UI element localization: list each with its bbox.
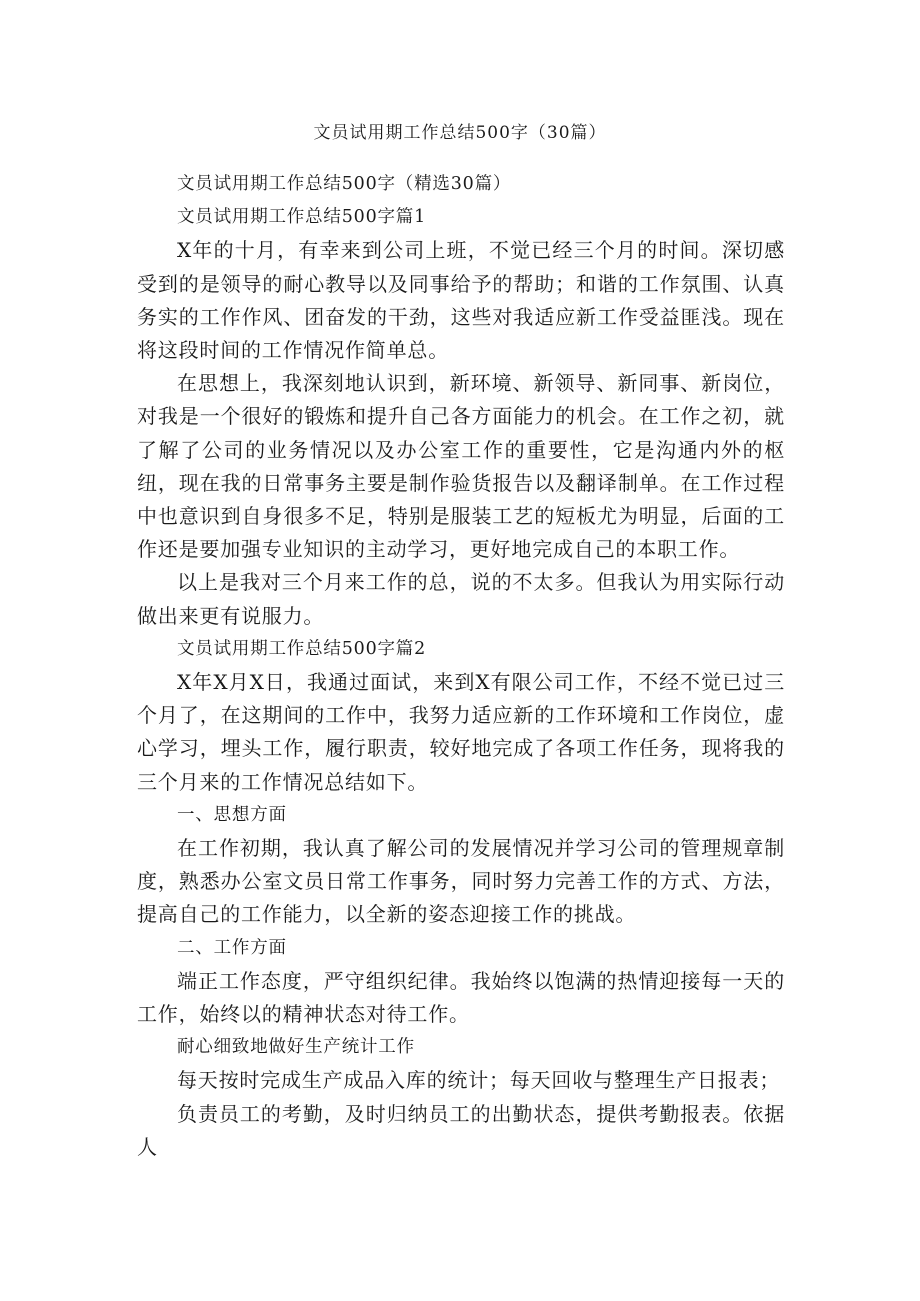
paragraph: 端正工作态度，严守组织纪律。我始终以饱满的热情迎接每一天的工作，始终以的精神状态对待工作。 [137,968,785,1027]
subtitle-heading: 文员试用期工作总结500字（精选30篇） [177,174,512,194]
section-heading-part-2: 文员试用期工作总结500字篇2 [177,638,427,659]
document-title: 文员试用期工作总结500字（30篇） [313,123,607,143]
subsection-heading-thinking: 一、思想方面 [177,804,287,825]
paragraph: 在工作初期，我认真了解公司的发展情况并学习公司的管理规章制度，熟悉办公室文员日常工作事务，同时努力完善工作的方式、方法，提高自己的工作能力，以全新的姿态迎接工作的挑战。 [137,836,785,927]
paragraph: 负责员工的考勤，及时归纳员工的出勤状态，提供考勤报表。依据人 [137,1101,785,1159]
paragraph: X年X月X日，我通过面试，来到X有限公司工作，不经不觉已过三个月了，在这期间的工作中，我努力适应新的工作环境和工作岗位，虚心学习，埋头工作，履行职责，较好地完成了各项工作任务，现将我的三个月来的工作情况总结如下。 [137,670,785,794]
section-heading-part-1: 文员试用期工作总结500字篇1 [177,207,427,228]
paragraph: X年的十月，有幸来到公司上班，不觉已经三个月的时间。深切感受到的是领导的耐心教导以及同事给予的帮助；和谐的工作氛围、认真务实的工作作风、团奋发的干劲，这些对我适应新工作受益匪浅。现在将这段时间的工作情况作简单总。 [137,238,785,363]
paragraph: 在思想上，我深刻地认识到，新环境、新领导、新同事、新岗位，对我是一个很好的锻炼和提升自己各方面能力的机会。在工作之初，就了解了公司的业务情况以及办公室工作的重要性，它是沟通内外的枢纽，现在我的日常事务主要是制作验货报告以及翻译制单。在工作过程中也意识到自身很多不足，特别是服装工艺的短板尤为明显，后面的工作还是要加强专业知识的主动学习，更好地完成自己的本职工作。 [137,371,785,562]
document-body [137,168,785,1164]
paragraph: 每天按时完成生产成品入库的统计；每天回收与整理生产日报表； [177,1068,781,1093]
paragraph: 以上是我对三个月来工作的总，说的不太多。但我认为用实际行动做出来更有说服力。 [137,570,785,628]
subsection-heading-statistics: 耐心细致地做好生产统计工作 [177,1037,415,1058]
subsection-heading-work: 二、工作方面 [177,937,287,958]
